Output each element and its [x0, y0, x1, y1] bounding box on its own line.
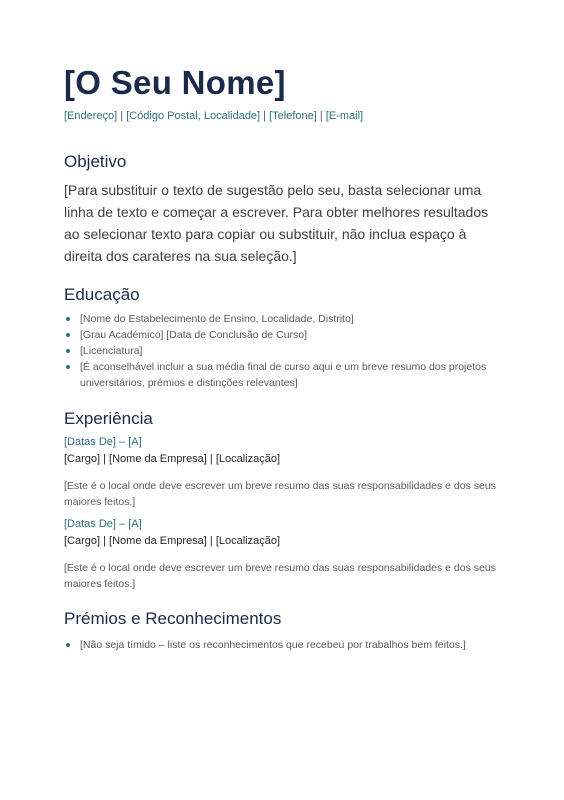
- experience-entry: [64, 516, 504, 592]
- section-title-awards: Prémios e Reconhecimentos: [64, 609, 282, 628]
- awards-list: [64, 637, 504, 653]
- objective-text: [Para substituir o texto de sugestão pelo seu, basta selecionar uma linha de texto e começar a escrever. Para obter melhores resultados ao selecionar texto para copiar ou substituir, não inclua espaço à direita dos carateres na sua seleção.]: [64, 182, 489, 264]
- education-item-text: [Grau Académico] [Data de Conclusão de Curso]: [80, 329, 308, 341]
- list-item: [64, 359, 504, 391]
- education-item-text: [É aconselhável incluir a sua média final de curso aqui e um breve resumo dos projetos universitários, prémios e distinções relevantes]: [80, 361, 487, 389]
- job-role: [Cargo] | [Nome da Empresa] | [Localização]: [64, 535, 281, 547]
- education-list: [64, 311, 504, 391]
- contact-postal: [Código Postal, Localidade]: [126, 110, 261, 122]
- list-item: [64, 343, 504, 359]
- bullet-icon: [66, 643, 70, 647]
- contact-separator: |: [260, 110, 270, 122]
- bullet-icon: [66, 349, 70, 353]
- education-item-text: [Licenciatura]: [80, 345, 143, 357]
- bullet-icon: [66, 365, 70, 369]
- job-description: [Este é o local onde deve escrever um breve resumo das suas responsabilidades e dos seus maiores feitos.]: [64, 480, 496, 508]
- section-title-education: Educação: [64, 285, 140, 304]
- contact-email: [E-mail]: [325, 110, 364, 122]
- bullet-icon: [66, 333, 70, 337]
- job-role: [Cargo] | [Nome da Empresa] | [Localização]: [64, 453, 281, 465]
- experience-entry: [64, 434, 504, 510]
- award-item-text: [Não seja tímido – liste os reconhecimentos que recebeu por trabalhos bem feitos.]: [80, 639, 466, 651]
- job-dates: [Datas De] – [A]: [64, 436, 142, 448]
- contact-separator: |: [316, 110, 326, 122]
- contact-separator: |: [117, 110, 127, 122]
- bullet-icon: [66, 317, 70, 321]
- contact-address: [Endereço]: [64, 110, 118, 122]
- education-item-text: [Nome do Estabelecimento de Ensino, Localidade, Distrito]: [80, 313, 354, 325]
- job-description: [Este é o local onde deve escrever um breve resumo das suas responsabilidades e dos seus maiores feitos.]: [64, 562, 496, 590]
- contact-phone: [Telefone]: [269, 110, 317, 122]
- contact-line: [64, 108, 504, 124]
- section-title-experience: Experiência: [64, 409, 153, 428]
- list-item: [64, 311, 504, 327]
- job-dates: [Datas De] – [A]: [64, 518, 142, 530]
- resume-name: [O Seu Nome]: [64, 64, 286, 101]
- list-item: [64, 327, 504, 343]
- list-item: [64, 637, 504, 653]
- section-title-objective: Objetivo: [64, 152, 127, 171]
